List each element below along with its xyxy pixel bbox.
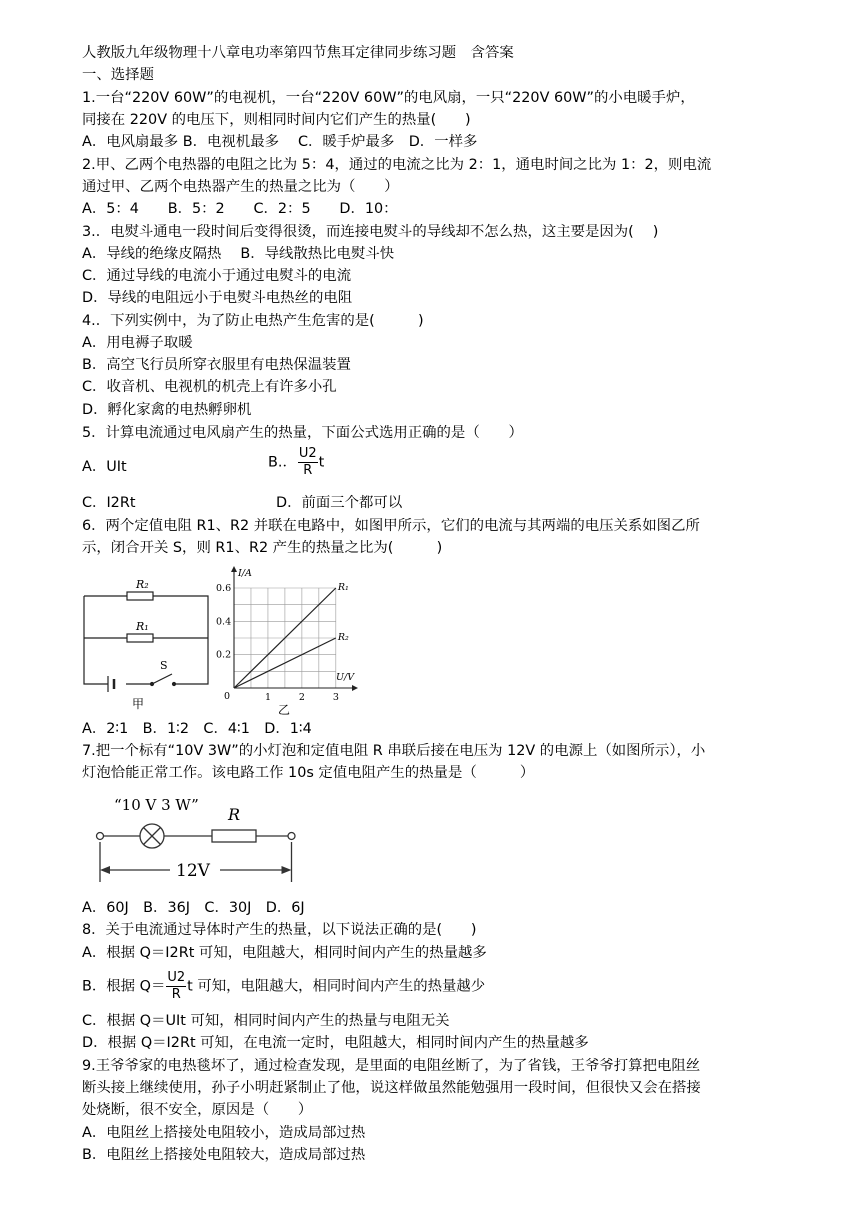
q8-option-c: C．根据 Q＝UIt 可知，相同时间内产生的热量与电阻无关: [82, 1013, 450, 1029]
q7-resistor-label: R: [228, 805, 241, 824]
chart-caption: 乙: [278, 703, 291, 716]
q3-option-c: C．通过导线的电流小于通过电熨斗的电流: [82, 268, 352, 284]
q6-iu-chart-yi: [206, 564, 366, 716]
q5-fraction-numerator: U2: [298, 446, 317, 461]
q8-fraction: [166, 970, 186, 1003]
q3-stem: 3.．电熨斗通电一段时间后变得很烫，而连接电熨斗的导线却不怎么热，这主要是因为( ): [82, 224, 659, 240]
q9-stem-line2: 断头接上继续使用，孙子小明赶紧制止了他，说这样做虽然能勉强用一段时间，但很快又会在搭接: [82, 1080, 701, 1096]
chart-xtick: 1: [264, 692, 271, 703]
q6-jia-r2-label: R₂: [136, 578, 149, 591]
q1-stem-line1: 1.一台“220V 60W”的电视机，一台“220V 60W”的电风扇，一只“220V 60W”的小电暖手炉，: [82, 90, 695, 106]
q6-jia-caption: 甲: [132, 697, 145, 711]
q2-stem-line2: 通过甲、乙两个电热器产生的热量之比为（ ）: [82, 179, 399, 195]
section-heading: 一、选择题: [82, 67, 154, 83]
chart-origin-label: 0: [224, 691, 231, 702]
q5-option-a: A．UIt: [82, 459, 127, 475]
q7-lamp-label: “10 V 3 W”: [114, 796, 199, 814]
q6-jia-switch-label: S: [160, 659, 168, 672]
q5-fraction-denominator: R: [303, 463, 313, 478]
q6-stem-line2: 示，闭合开关 S，则 R1、R2 产生的热量之比为( ): [82, 540, 443, 556]
chart-xtick: 2: [298, 692, 305, 703]
chart-series-label-r1: R₁: [337, 582, 349, 593]
q8-option-b-prefix: B．根据 Q＝: [82, 978, 166, 995]
q4-option-a: A．用电褥子取暖: [82, 335, 193, 351]
q6-stem-line1: 6．两个定值电阻 R1、R2 并联在电路中，如图甲所示，它们的电流与其两端的电压关系如图乙所: [82, 518, 700, 534]
q8-option-b: [82, 970, 485, 1003]
q5-option-b: [268, 446, 324, 479]
q3-option-ab: A．导线的绝缘皮隔热 B．导线散热比电熨斗快: [82, 246, 395, 262]
q1-stem-line2: 同接在 220V 的电压下，则相同时间内它们产生的热量( ): [82, 112, 471, 128]
q4-option-c: C．收音机、电视机的机壳上有许多小孔: [82, 379, 337, 395]
q5-option-c: C．I2Rt: [82, 495, 136, 511]
q2-options: A．5：4 B．5：2 C．2：5 D．10：: [82, 201, 398, 217]
q5-fraction: [298, 446, 318, 479]
q6-jia-r1-label: R₁: [136, 620, 149, 633]
chart-series-label-r2: R₂: [337, 632, 349, 643]
q7-stem-line1: 7.把一个标有“10V 3W”的小灯泡和定值电阻 R 串联后接在电压为 12V 的电源上（如图所示），小: [82, 743, 706, 759]
q9-option-a: A．电阻丝上搭接处电阻较小，造成局部过热: [82, 1125, 366, 1141]
page-title: 人教版九年级物理十八章电功率第四节焦耳定律同步练习题 含答案: [82, 45, 514, 61]
q4-option-d: D．孵化家禽的电热孵卵机: [82, 402, 252, 418]
q7-options: A．60J B．36J C．30J D．6J: [82, 900, 305, 916]
q8-option-d: D．根据 Q＝I2Rt 可知，在电流一定时，电阻越大，相同时间内产生的热量越多: [82, 1035, 589, 1051]
chart-xtick: 3: [332, 692, 339, 703]
q4-stem: 4.．下列实例中，为了防止电热产生危害的是( ): [82, 313, 424, 329]
q8-fraction-numerator: U2: [167, 970, 186, 985]
chart-ytick: 0.6: [216, 583, 232, 594]
q6-circuit-diagram-jia: [82, 566, 212, 712]
chart-xlabel: U/V: [336, 672, 355, 683]
q9-stem-line3: 处烧断，很不安全，原因是（ ）: [82, 1102, 313, 1118]
q8-fraction-denominator: R: [171, 987, 181, 1002]
q8-option-a: A．根据 Q＝I2Rt 可知，电阻越大，相同时间内产生的热量越多: [82, 945, 487, 961]
q9-option-b: B．电阻丝上搭接处电阻较大，造成局部过热: [82, 1147, 366, 1163]
q5-stem: 5．计算电流通过电风扇产生的热量，下面公式选用正确的是（ ）: [82, 425, 523, 441]
q6-options: A．2∶1 B．1∶2 C．4∶1 D．1∶4: [82, 721, 312, 737]
q5-option-d: D．前面三个都可以: [276, 495, 403, 511]
chart-ytick: 0.4: [216, 616, 232, 628]
q5-option-b-suffix: t: [318, 454, 325, 471]
q7-stem-line2: 灯泡恰能正常工作。该电路工作 10s 定值电阻产生的热量是（ ）: [82, 765, 535, 781]
q4-option-b: B．高空飞行员所穿衣服里有电热保温装置: [82, 357, 351, 373]
q1-options: A．电风扇最多 B．电视机最多 C．暖手炉最多 D．一样多: [82, 134, 478, 150]
q8-option-b-suffix: t 可知，电阻越大，相同时间内产生的热量越少: [187, 978, 486, 995]
q5-option-b-prefix: B.．: [268, 454, 297, 471]
q2-stem-line1: 2.甲、乙两个电热器的电阻之比为 5：4，通过的电流之比为 2：1，通电时间之比为 1：2，则电流: [82, 157, 712, 173]
q3-option-d: D．导线的电阻远小于电熨斗电热丝的电阻: [82, 290, 353, 306]
q8-stem: 8．关于电流通过导体时产生的热量，以下说法正确的是( ): [82, 922, 477, 938]
q9-stem-line1: 9.王爷爷家的电热毯坏了，通过检查发现，是里面的电阻丝断了，为了省钱，王爷爷打算把电阻丝: [82, 1058, 701, 1074]
chart-ytick: 0.2: [216, 649, 232, 661]
q7-voltage-label: 12V: [176, 861, 210, 881]
chart-ylabel: I/A: [238, 568, 252, 579]
q7-circuit-diagram: [92, 790, 312, 890]
